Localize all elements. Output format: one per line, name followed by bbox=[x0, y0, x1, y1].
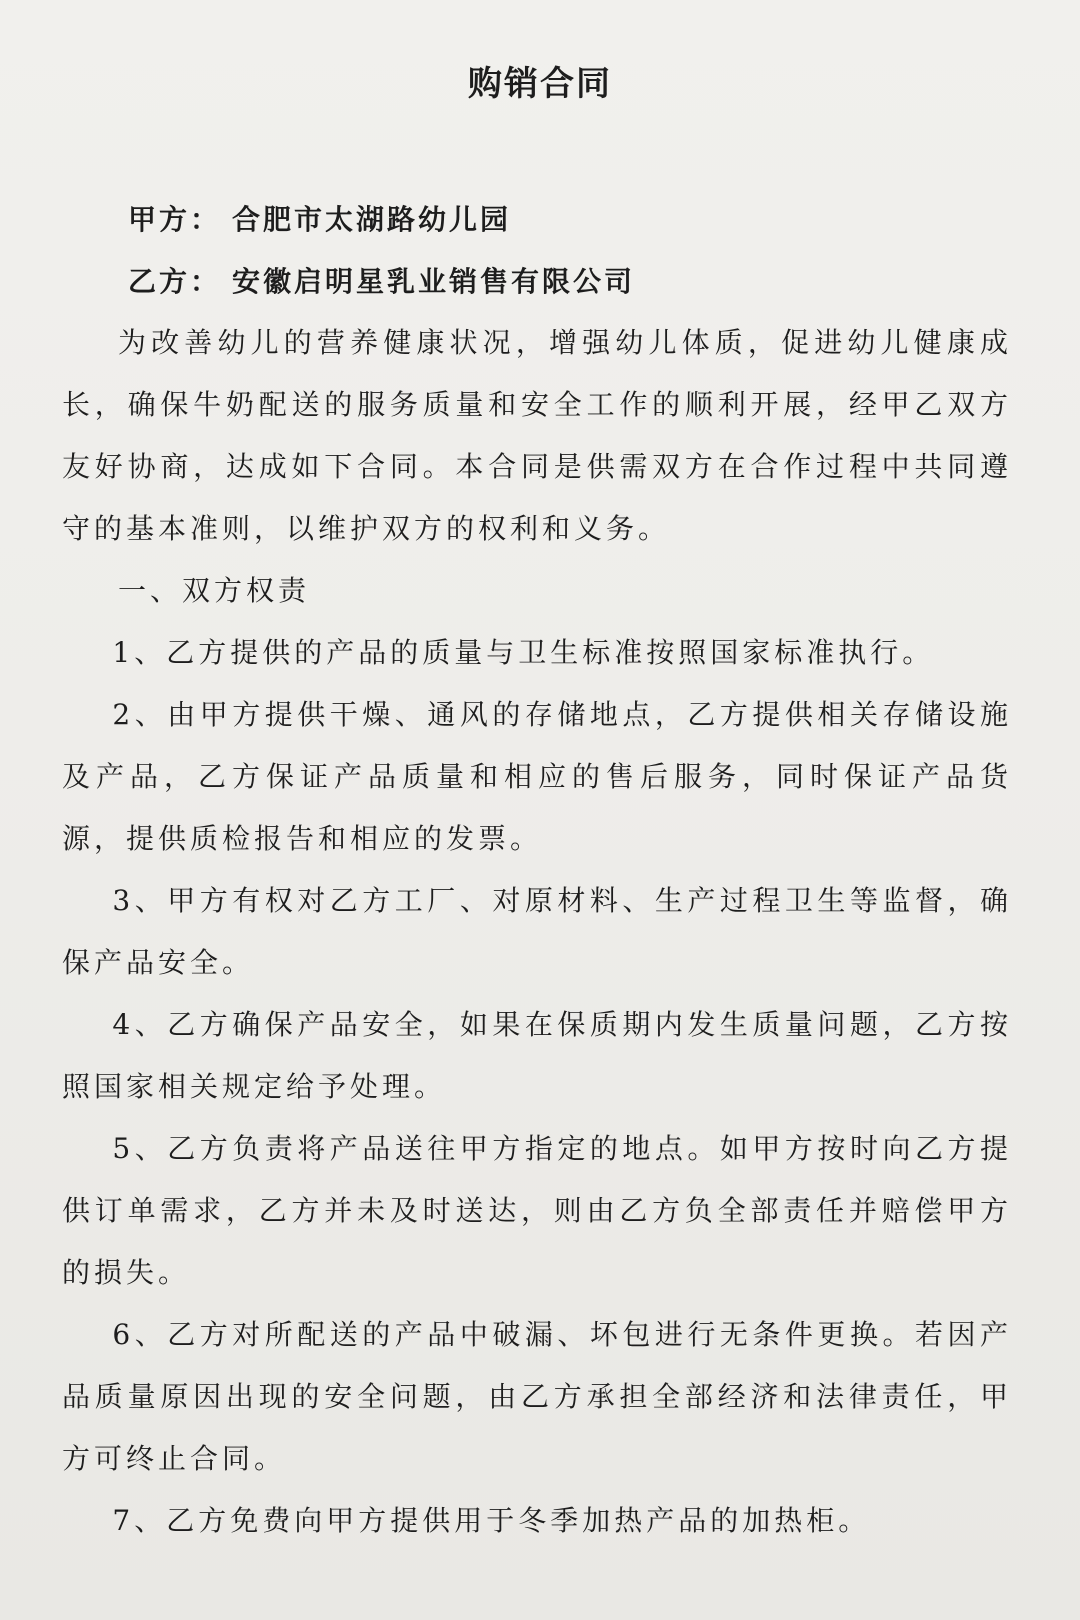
clause-5: 5、乙方负责将产品送往甲方指定的地点。如甲方按时向乙方提供订单需求，乙方并未及时送达，则由乙方负全部责任并赔偿甲方的损失。 bbox=[62, 1132, 1012, 1289]
clause-3: 3、甲方有权对乙方工厂、对原材料、生产过程卫生等监督，确保产品安全。 bbox=[62, 884, 1012, 979]
party-b-name: 安徽启明星乳业销售有限公司 bbox=[232, 265, 636, 298]
clause-4: 4、乙方确保产品安全，如果在保质期内发生质量问题，乙方按照国家相关规定给予处理。 bbox=[62, 1008, 1012, 1103]
clause-1: 1、乙方提供的产品的质量与卫生标准按照国家标准执行。 bbox=[112, 636, 935, 669]
party-a-name: 合肥市太湖路幼儿园 bbox=[232, 203, 512, 236]
party-b bbox=[128, 260, 635, 300]
party-a bbox=[128, 198, 511, 238]
clause-7: 7、乙方免费向甲方提供用于冬季加热产品的加热柜。 bbox=[112, 1504, 871, 1537]
clause-2: 2、由甲方提供干燥、通风的存储地点，乙方提供相关存储设施及产品，乙方保证产品质量和相应的售后服务，同时保证产品货源，提供质检报告和相应的发票。 bbox=[62, 698, 1012, 855]
section-heading: 一、双方权责 bbox=[118, 574, 311, 607]
contract-body bbox=[62, 312, 1012, 1552]
page-title: 购销合同 bbox=[468, 64, 612, 104]
clause-6: 6、乙方对所配送的产品中破漏、坏包进行无条件更换。若因产品质量原因出现的安全问题，由乙方承担全部经济和法律责任，甲方可终止合同。 bbox=[62, 1318, 1012, 1475]
intro-paragraph: 为改善幼儿的营养健康状况，增强幼儿体质，促进幼儿健康成长，确保牛奶配送的服务质量和安全工作的顺利开展，经甲乙双方友好协商，达成如下合同。本合同是供需双方在合作过程中共同遵守的基本准则，以维护双方的权利和义务。 bbox=[62, 326, 1012, 545]
party-b-label: 乙方： bbox=[128, 265, 222, 298]
party-a-label: 甲方： bbox=[128, 203, 222, 236]
